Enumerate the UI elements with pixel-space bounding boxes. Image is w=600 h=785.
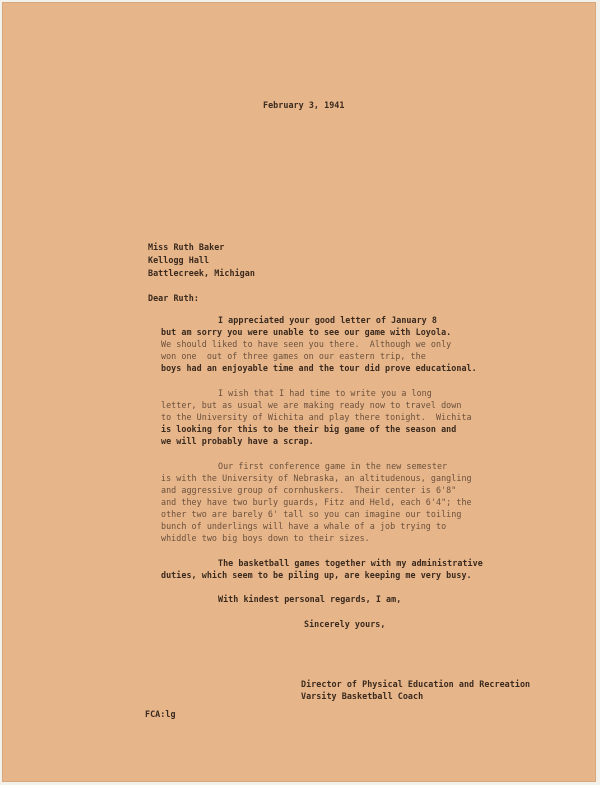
paragraph-3-line-5: other two are barely 6' tall so you can imagine our toiling bbox=[161, 509, 462, 519]
valediction: Sincerely yours, bbox=[304, 619, 386, 629]
paragraph-1-line-2: but am sorry you were unable to see our game with Loyola. bbox=[161, 327, 452, 337]
reference-initials: FCA:lg bbox=[145, 709, 176, 719]
paragraph-3-line-3: and aggressive group of cornhuskers. Their center is 6'8" bbox=[161, 485, 457, 495]
paragraph-2-line-2: letter, but as usual we are making ready now to travel down bbox=[161, 400, 462, 410]
paragraph-2-line-4: is looking for this to be their big game of the season and bbox=[161, 424, 457, 434]
paragraph-1-line-4: won one out of three games on our eastern trip, the bbox=[161, 351, 426, 361]
paragraph-3-line-7: whiddle two big boys down to their sizes. bbox=[161, 533, 370, 543]
paragraph-3-line-2: is with the University of Nebraska, an altitudenous, gangling bbox=[161, 473, 472, 483]
paragraph-3-line-1: Our first conference game in the new semester bbox=[218, 461, 448, 471]
signature-title-line-1: Director of Physical Education and Recreation bbox=[301, 679, 531, 689]
salutation: Dear Ruth: bbox=[148, 293, 199, 303]
paragraph-1-line-3: We should liked to have seen you there. Although we only bbox=[161, 339, 452, 349]
paragraph-1-line-1: I appreciated your good letter of January 8 bbox=[218, 315, 437, 325]
paragraph-2-line-5: we will probably have a scrap. bbox=[161, 436, 314, 446]
recipient-address-line-2: Battlecreek, Michigan bbox=[148, 268, 255, 278]
paragraph-1-line-5: boys had an enjoyable time and the tour did prove educational. bbox=[161, 363, 477, 373]
closing-regards: With kindest personal regards, I am, bbox=[218, 594, 402, 604]
paragraph-2-line-3: to the University of Wichita and play there tonight. Wichita bbox=[161, 412, 472, 422]
paragraph-2-line-1: I wish that I had time to write you a long bbox=[218, 388, 432, 398]
paragraph-3-line-4: and they have two burly guards, Fitz and Held, each 6'4"; the bbox=[161, 497, 472, 507]
paragraph-4-line-2: duties, which seem to be piling up, are keeping me very busy. bbox=[161, 570, 472, 580]
letter-date: February 3, 1941 bbox=[263, 100, 345, 110]
recipient-address-line-1: Kellogg Hall bbox=[148, 255, 210, 265]
paragraph-3-line-6: bunch of underlings will have a whale of a job trying to bbox=[161, 521, 447, 531]
recipient-name: Miss Ruth Baker bbox=[148, 242, 225, 252]
signature-title-line-2: Varsity Basketball Coach bbox=[301, 691, 424, 701]
paragraph-4-line-1: The basketball games together with my administrative bbox=[218, 558, 483, 568]
letter-page bbox=[3, 3, 595, 781]
